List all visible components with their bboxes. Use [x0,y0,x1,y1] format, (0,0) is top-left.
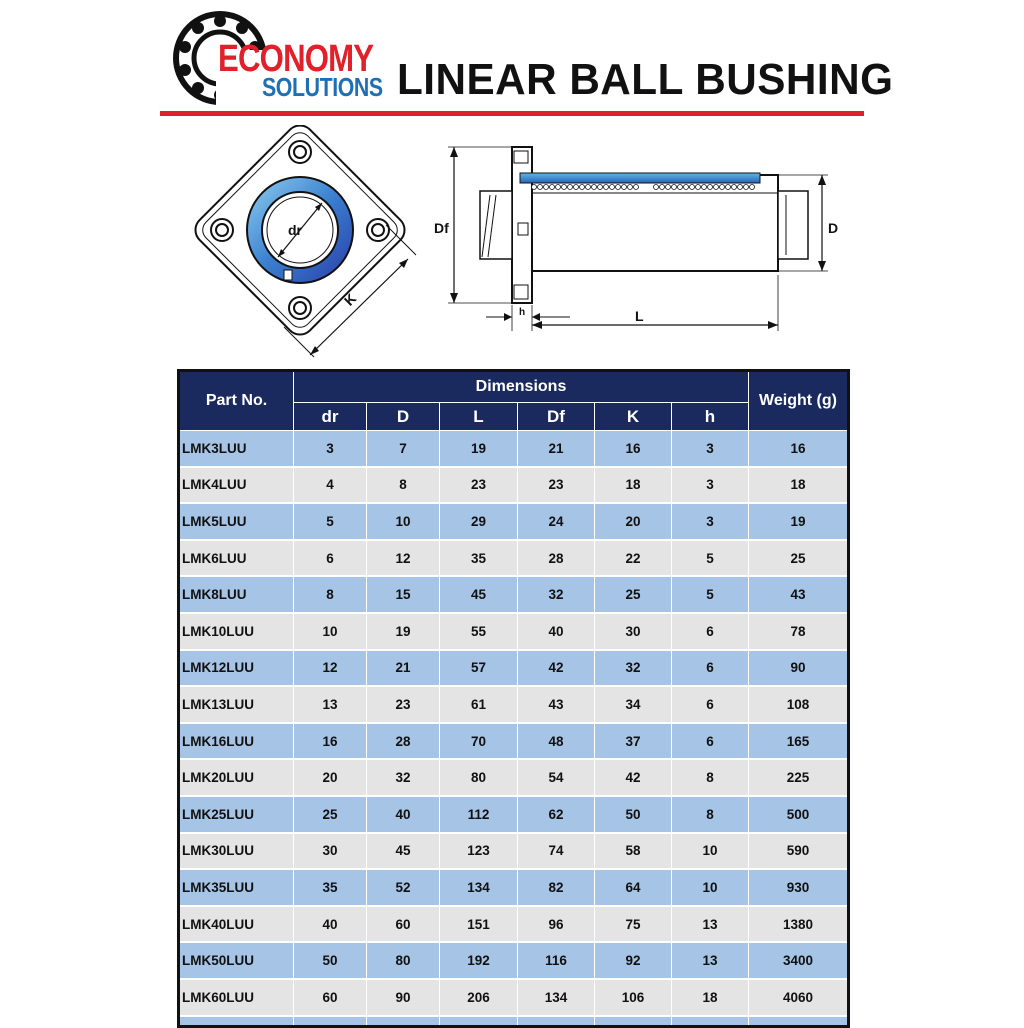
dimension-l-cell: 55 [440,613,518,650]
dimension-df-cell: 42 [518,650,595,687]
weight-cell: 43 [749,576,849,613]
dimension-h-cell: 8 [672,759,749,796]
dimension-dr-cell: 10 [294,613,367,650]
dimension-k-cell: 75 [595,906,672,943]
dimension-l-cell: 123 [440,833,518,870]
dimension-d-cell: 10 [367,503,440,540]
part-number-cell: LMK25LUU [179,796,294,833]
dimension-k-cell: 92 [595,942,672,979]
dimension-d-cell: 21 [367,650,440,687]
weight-cell: 108 [749,686,849,723]
dimension-d-cell: 45 [367,833,440,870]
dimension-dr-cell: 35 [294,869,367,906]
dimension-k-cell: 58 [595,833,672,870]
dimension-l-cell: 19 [440,431,518,467]
part-number-cell: LMK8LUU [179,576,294,613]
dimension-k-cell: 22 [595,540,672,577]
dimension-d-cell: 19 [367,613,440,650]
part-number-cell: LMK30LUU [179,833,294,870]
column-header: Df [518,403,595,431]
dimension-df-cell: 116 [518,942,595,979]
dimension-l-cell: 35 [440,540,518,577]
weight-cell: 4060 [749,979,849,1016]
part-number-cell: LMK4LUU [179,467,294,504]
dimension-d-cell: 60 [367,906,440,943]
column-header: L [440,403,518,431]
weight-header: Weight (g) [749,371,849,431]
weight-cell: 165 [749,723,849,760]
dimension-df-cell: 62 [518,796,595,833]
dimension-k-cell: 106 [595,979,672,1016]
dimension-dr-cell: 60 [294,979,367,1016]
document-title: LINEAR BALL BUSHING [397,55,894,104]
weight-cell: 590 [749,833,849,870]
dimension-d-cell: 32 [367,759,440,796]
weight-cell: 90 [749,650,849,687]
dimension-df-cell: 74 [518,833,595,870]
dimension-df-cell: 54 [518,759,595,796]
dimension-df-cell: 96 [518,906,595,943]
k-label: K [340,290,360,309]
dimension-h-cell: 6 [672,686,749,723]
l-label: L [635,308,644,324]
dimension-dr-cell: 5 [294,503,367,540]
table-row [179,833,849,870]
table-row [179,979,849,1016]
weight-cell: 500 [749,796,849,833]
dimension-df-cell: 48 [518,723,595,760]
page-header [0,0,1024,120]
dimension-dr-cell: 30 [294,833,367,870]
column-header: D [367,403,440,431]
dimension-df-cell: 23 [518,467,595,504]
dr-label: dr [288,222,302,238]
dimension-d-cell: 28 [367,723,440,760]
weight-cell: 16 [749,431,849,467]
dimension-h-cell: 13 [672,906,749,943]
dimension-l-cell: 29 [440,503,518,540]
table-row [179,723,849,760]
part-number-header: Part No. [179,371,294,431]
weight-cell: 225 [749,759,849,796]
dimension-df-cell: 134 [518,979,595,1016]
dimension-h-cell: 5 [672,540,749,577]
weight-cell: 25 [749,540,849,577]
table-row [179,431,849,467]
dimension-k-cell: 20 [595,503,672,540]
dimension-l-cell: 70 [440,723,518,760]
dimension-df-cell: 21 [518,431,595,467]
dimension-k-cell: 50 [595,796,672,833]
dimension-l-cell: 23 [440,467,518,504]
header-divider [160,111,864,116]
part-number-cell: LMK40LUU [179,906,294,943]
front-view-drawing [180,125,420,365]
dimension-df-cell: 82 [518,869,595,906]
dimension-k-cell: 42 [595,759,672,796]
column-header: h [672,403,749,431]
dimension-h-cell: 8 [672,796,749,833]
dimensions-header: Dimensions [294,371,749,403]
dimension-h-cell: 5 [672,576,749,613]
dimension-dr-cell: 25 [294,796,367,833]
dimension-d-cell: 40 [367,796,440,833]
dimension-h-cell: 3 [672,431,749,467]
h-label: h [519,307,526,318]
dimension-d-cell: 90 [367,979,440,1016]
dimension-l-cell: 206 [440,979,518,1016]
dimension-h-cell: 6 [672,650,749,687]
table-row-partial [179,1016,849,1027]
dimension-dr-cell: 16 [294,723,367,760]
part-number-cell: LMK13LUU [179,686,294,723]
weight-cell: 18 [749,467,849,504]
dimension-d-cell: 8 [367,467,440,504]
dimension-k-cell: 18 [595,467,672,504]
dimension-dr-cell: 13 [294,686,367,723]
dimension-l-cell: 80 [440,759,518,796]
dimension-k-cell: 32 [595,650,672,687]
part-number-cell: LMK3LUU [179,431,294,467]
dimension-dr-cell: 50 [294,942,367,979]
part-number-cell: LMK6LUU [179,540,294,577]
weight-cell: 1380 [749,906,849,943]
table-row [179,540,849,577]
dimension-h-cell: 13 [672,942,749,979]
dimension-df-cell: 32 [518,576,595,613]
dimension-l-cell: 134 [440,869,518,906]
table-row [179,942,849,979]
dimension-dr-cell: 6 [294,540,367,577]
dimension-k-cell: 30 [595,613,672,650]
weight-cell: 78 [749,613,849,650]
dimension-h-cell: 18 [672,979,749,1016]
dimension-df-cell: 43 [518,686,595,723]
df-label: Df [434,220,449,236]
dimension-d-cell: 15 [367,576,440,613]
dimension-df-cell: 40 [518,613,595,650]
table-row [179,906,849,943]
column-header: dr [294,403,367,431]
part-number-cell: LMK35LUU [179,869,294,906]
dimension-h-cell: 10 [672,833,749,870]
table-row [179,576,849,613]
specification-table [177,369,850,1028]
dimension-d-cell: 7 [367,431,440,467]
part-number-cell: LMK50LUU [179,942,294,979]
part-number-cell: LMK10LUU [179,613,294,650]
d-label: D [828,220,839,236]
dimension-k-cell: 64 [595,869,672,906]
part-number-cell: LMK5LUU [179,503,294,540]
table-row [179,759,849,796]
part-number-cell: LMK16LUU [179,723,294,760]
dimension-dr-cell: 40 [294,906,367,943]
dimension-l-cell: 151 [440,906,518,943]
table-row [179,613,849,650]
part-number-cell: LMK12LUU [179,650,294,687]
table-row [179,503,849,540]
table-row [179,796,849,833]
dimension-d-cell: 52 [367,869,440,906]
dimension-d-cell: 23 [367,686,440,723]
dimension-df-cell: 24 [518,503,595,540]
weight-cell: 930 [749,869,849,906]
dimension-l-cell: 61 [440,686,518,723]
dimension-h-cell: 6 [672,613,749,650]
table-row [179,650,849,687]
brand-name-line1: ECONOMY [218,38,374,80]
column-header: K [595,403,672,431]
dimension-dr-cell: 20 [294,759,367,796]
table-row [179,869,849,906]
dimension-l-cell: 192 [440,942,518,979]
dimension-d-cell: 12 [367,540,440,577]
table-body [179,431,849,1027]
side-view-drawing [430,135,850,345]
brand-name-line2: SOLUTIONS [262,72,383,102]
part-number-cell: LMK60LUU [179,979,294,1016]
part-number-cell: LMK20LUU [179,759,294,796]
table-row [179,686,849,723]
dimension-dr-cell: 8 [294,576,367,613]
table-row [179,467,849,504]
dimension-h-cell: 6 [672,723,749,760]
dimension-dr-cell: 12 [294,650,367,687]
dimension-k-cell: 37 [595,723,672,760]
dimension-k-cell: 25 [595,576,672,613]
weight-cell: 19 [749,503,849,540]
dimension-l-cell: 45 [440,576,518,613]
weight-cell: 3400 [749,942,849,979]
dimension-d-cell: 80 [367,942,440,979]
dimension-k-cell: 16 [595,431,672,467]
dimension-h-cell: 3 [672,503,749,540]
dimension-dr-cell: 4 [294,467,367,504]
dimension-k-cell: 34 [595,686,672,723]
dimension-h-cell: 3 [672,467,749,504]
dimension-l-cell: 112 [440,796,518,833]
dimension-l-cell: 57 [440,650,518,687]
dimension-dr-cell: 3 [294,431,367,467]
dimension-df-cell: 28 [518,540,595,577]
dimension-h-cell: 10 [672,869,749,906]
